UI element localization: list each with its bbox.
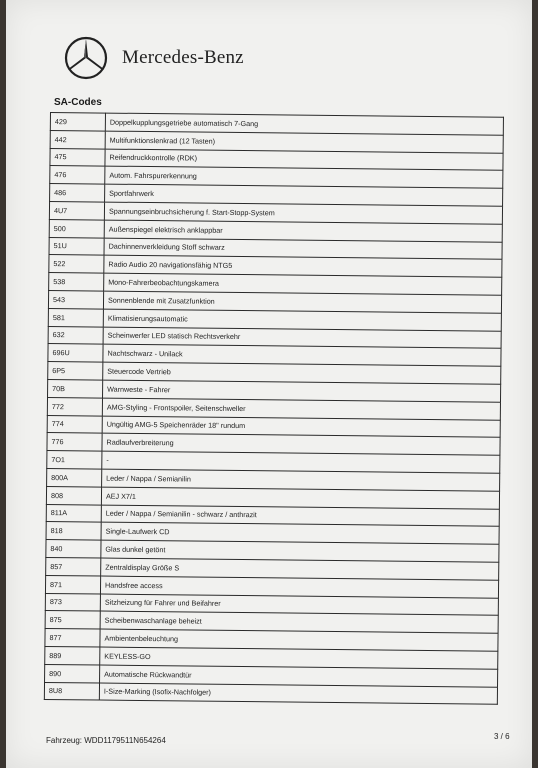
sa-code-cell: 8U8 (44, 682, 99, 700)
sa-description-cell: - (102, 451, 500, 473)
sa-description-cell: Handsfree access (100, 576, 498, 598)
sa-code-cell: 857 (46, 557, 101, 575)
sa-code-cell: 808 (46, 486, 101, 504)
sa-code-cell: 889 (45, 646, 100, 664)
sa-description-cell: Ambientenbeleuchtung (100, 629, 498, 651)
sa-code-cell: 871 (45, 575, 100, 593)
brand-header (64, 36, 244, 80)
sa-code-cell: 696U (48, 344, 103, 362)
sa-code-cell: 774 (47, 415, 102, 433)
mercedes-star-icon (64, 36, 108, 80)
sa-description-cell: Sportfahrwerk (105, 184, 503, 206)
sa-description-cell: AEJ X7/1 (101, 487, 499, 509)
sa-code-cell: 772 (47, 397, 102, 415)
sa-description-cell: Zentraldisplay Größe S (101, 558, 499, 580)
sa-code-cell: 890 (45, 664, 100, 682)
sa-description-cell: I-Size-Marking (Isofix-Nachfolger) (99, 683, 497, 705)
sa-description-cell: Spannungseinbruchsicherung f. Start-Stopp-System (104, 202, 502, 224)
sa-code-cell: 776 (47, 433, 102, 451)
sa-description-cell: AMG-Styling - Frontspoiler, Seitenschweller (102, 398, 500, 420)
sa-code-cell: 475 (50, 148, 105, 166)
sa-description-cell: Ungültig AMG-5 Speichenräder 18" rundum (102, 416, 500, 438)
sa-description-cell: Multifunktionslenkrad (12 Tasten) (105, 131, 503, 153)
sa-description-cell: Doppelkupplungsgetriebe automatisch 7-Gang (105, 113, 503, 135)
sa-description-cell: Radlaufverbreiterung (102, 433, 500, 455)
sa-code-cell: 840 (46, 540, 101, 558)
sa-code-cell: 70B (48, 379, 103, 397)
sa-description-cell: Automatische Rückwandtür (100, 665, 498, 687)
sa-description-cell: KEYLESS-GO (100, 647, 498, 669)
sa-description-cell: Klimatisierungsautomatic (103, 309, 501, 331)
sa-code-cell: 800A (47, 468, 102, 486)
sa-description-cell: Warnweste - Fahrer (103, 380, 501, 402)
sa-code-cell: 543 (48, 290, 103, 308)
sa-code-cell: 51U (49, 237, 104, 255)
sa-description-cell: Steuercode Vertrieb (103, 362, 501, 384)
sa-code-cell: 873 (45, 593, 100, 611)
sa-code-cell: 522 (49, 255, 104, 273)
sa-description-cell: Reifendruckkontrolle (RDK) (105, 149, 503, 171)
sa-code-cell: 500 (49, 219, 104, 237)
sa-description-cell: Single-Laufwerk CD (101, 522, 499, 544)
sa-description-cell: Radio Audio 20 navigationsfähig NTG5 (104, 255, 502, 277)
sa-code-cell: 811A (46, 504, 101, 522)
sa-code-cell: 7O1 (47, 451, 102, 469)
sa-code-cell: 476 (50, 166, 105, 184)
sa-code-cell: 4U7 (49, 201, 104, 219)
sa-description-cell: Scheibenwaschanlage beheizt (100, 611, 498, 633)
sa-description-cell: Außenspiegel elektrisch anklappbar (104, 220, 502, 242)
sa-code-cell: 6P5 (48, 362, 103, 380)
sa-code-cell: 538 (49, 273, 104, 291)
sa-code-cell: 875 (45, 611, 100, 629)
sa-description-cell: Autom. Fahrspurerkennung (105, 166, 503, 188)
sa-code-cell: 877 (45, 629, 100, 647)
vehicle-id: Fahrzeug: WDD1179511N654264 (46, 736, 166, 745)
sa-description-cell: Dachinnenverkleidung Stoff schwarz (104, 238, 502, 260)
sa-code-cell: 442 (50, 130, 105, 148)
sa-description-cell: Leder / Nappa / Semianilin - schwarz / anthrazit (101, 505, 499, 527)
sa-code-cell: 581 (48, 308, 103, 326)
sa-code-cell: 632 (48, 326, 103, 344)
sa-description-cell: Nachtschwarz - Unilack (103, 344, 501, 366)
section-heading: SA-Codes (54, 97, 102, 108)
sa-code-cell: 429 (50, 113, 105, 131)
sa-description-cell: Glas dunkel getönt (101, 540, 499, 562)
table-row (44, 682, 497, 705)
sa-code-cell: 486 (50, 184, 105, 202)
sa-description-cell: Sitzheizung für Fahrer und Beifahrer (100, 594, 498, 616)
sa-codes-table (44, 112, 504, 705)
sa-description-cell: Mono-Fahrerbeobachtungskamera (104, 273, 502, 295)
sa-description-cell: Scheinwerfer LED statisch Rechtsverkehr (103, 327, 501, 349)
sa-code-cell: 818 (46, 522, 101, 540)
brand-name: Mercedes-Benz (122, 47, 244, 68)
page-number: 3 / 6 (494, 732, 510, 741)
sa-description-cell: Leder / Nappa / Semianilin (102, 469, 500, 491)
sa-description-cell: Sonnenblende mit Zusatzfunktion (103, 291, 501, 313)
document-page (6, 0, 532, 768)
